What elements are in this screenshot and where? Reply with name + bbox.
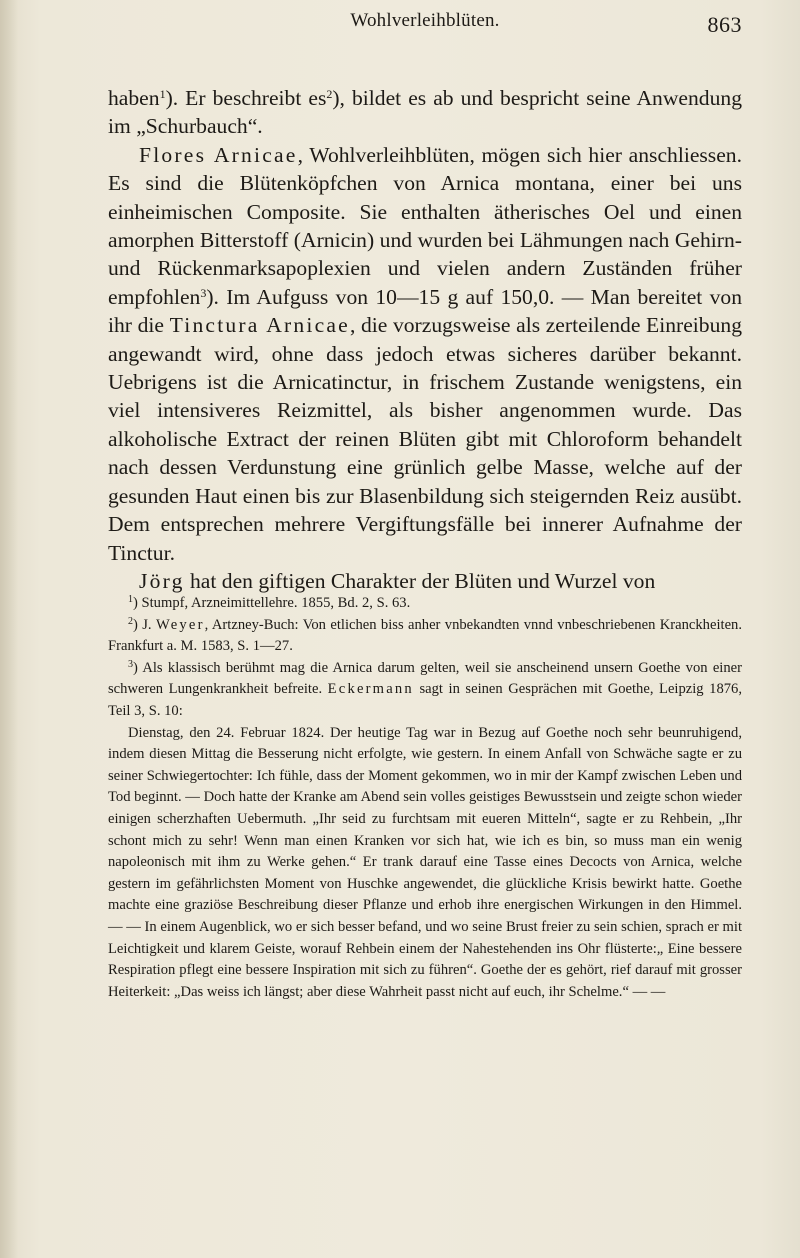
author-name: Eckermann	[327, 681, 414, 698]
footnote-text: ) J.	[133, 616, 156, 633]
paragraph-3	[108, 567, 742, 595]
footnote-3-quote: Dienstag, den 24. Februar 1824. Der heutige Tag war in Bezug auf Goethe noch sehr beunruhigend, indem diesen Mittag die Besserung nicht erfolgte, wie gestern. In einem Anfall von Schwäche sagte er zu seiner Schwiegertochter: Ich fühle, dass der Moment gekommen, wo in mir der Kampf zwischen Leben und Tod beginnt. — Doch hatte der Kranke am Abend sein volles geistiges Bewusstsein und zeigte schon wieder einigen scherzhaften Uebermuth. „Ihr seid zu furchtsam mit eueren Mitteln“, sagte er zu Rehbein, „Ihr schont mich zu sehr! Wenn man einen Kranken vor sich hat, wie ich es bin, so muss man ein wenig napoleonisch mit ihm zu Werke gehen.“ Er trank darauf eine Tasse eines Decocts von Arnica, welche gestern im gefährlichsten Moment von Huschke angewendet, die glückliche Krisis bewirkt hatte. Goethe machte eine graziöse Beschreibung dieser Pflanze und erhob ihre energischen Wirkungen in den Himmel. — — In einem Augenblick, wo er sich besser befand, und wo seine Brust freier zu sein schien, sprach er mit Leichtigkeit und klarem Geiste, worauf Rehbein einem der Nahestehenden ins Ohr flüsterte:„ Eine bessere Respiration pflegt eine bessere Inspiration mit sich zu führen“. Goethe der es gehört, rief darauf mit grosser Heiterkeit: „Das weiss ich längst; aber diese Wahrheit passt nicht auf euch, ihr Schelme.“ — —	[108, 724, 742, 1000]
footnote-text: ) Stumpf, Arzneimittellehre. 1855, Bd. 2, S. 63.	[133, 595, 411, 611]
running-title: Wohlverleihblüten.	[350, 10, 500, 31]
author-name: Jörg	[139, 568, 185, 593]
footnote-text: ) Als klassisch berühmt mag die Arnica darum gelten, weil sie anscheinend unsern Goethe von einer schweren Lungenkrankheit befreite.	[108, 659, 742, 698]
section-heading: Flores Arnicae	[139, 142, 298, 167]
text-span: hat den giftigen Charakter der Blüten und Wurzel von	[184, 568, 656, 593]
emphasized-term: Tinctura Arnicae	[169, 313, 350, 338]
footnote-2	[108, 615, 742, 658]
footnote-ref: 3	[200, 285, 207, 300]
footnote-text: , Artzney-Buch: Von etlichen biss anher vnbekandten vnnd vnbeschriebenen Kranckheiten. Frankfurt a. M. 1583, S. 1—27.	[108, 616, 742, 655]
text-span: ). Er beschreibt es	[165, 86, 327, 110]
text-span: , Wohlverleihblüten, mögen sich hier anschliessen. Es sind die Blütenköpfchen von Arnica montana, einer bei uns einheimischen Composite. Sie enthalten ätherisches Oel und einen amorphen Bitterstoff (Arnicin) und wurden bei Lähmungen nach Gehirn- und Rückenmarksapoplexien und vielen andern Zuständen früher empfohlen	[108, 142, 742, 309]
main-text	[108, 84, 742, 595]
text-span: haben	[108, 86, 160, 110]
footnote-3	[108, 658, 742, 723]
page-number: 863	[707, 12, 742, 37]
footnote-mark: 2	[128, 615, 133, 627]
page-header	[108, 10, 742, 40]
footnote-mark: 3	[128, 658, 133, 670]
spine-shadow	[0, 0, 18, 1258]
footnote-1	[108, 593, 742, 615]
text-span: , die vorzugsweise als zerteilende Einreibung angewandt wird, ohne dass jedoch etwas sicheres darüber bekannt. Uebrigens ist die Arnicatinctur, in frischem Zustande wenigstens, ein viel intensiveres Reizmittel, als bisher angenommen wurde. Das alkoholische Extract der reinen Blüten gibt mit Chloroform behandelt nach dessen Verdunstung eine grünlich gelbe Masse, welche auf der gesunden Haut einen bis zur Blasenbildung sich steigernden Reiz ausübt. Dem entsprechen mehrere Vergiftungsfälle bei innerer Aufnahme der Tinctur.	[108, 313, 742, 565]
footnote-text: sagt in seinen Gesprächen mit Goethe, Leipzig 1876, Teil 3, S. 10:	[108, 681, 742, 719]
author-name: Weyer	[155, 616, 205, 633]
footnote-ref: 2	[326, 87, 333, 101]
footnote-mark: 1	[128, 594, 133, 605]
paragraph-2	[108, 141, 742, 567]
text-span: ). Im Aufguss von 10—15 g auf 150,0. — Man bereitet von ihr die	[108, 284, 742, 338]
footnotes	[108, 593, 742, 1003]
footnote-ref: 1	[159, 87, 166, 101]
text-span: ), bildet es ab und bespricht seine Anwendung im „Schurbauch“.	[108, 86, 742, 139]
paragraph-1	[108, 84, 742, 141]
